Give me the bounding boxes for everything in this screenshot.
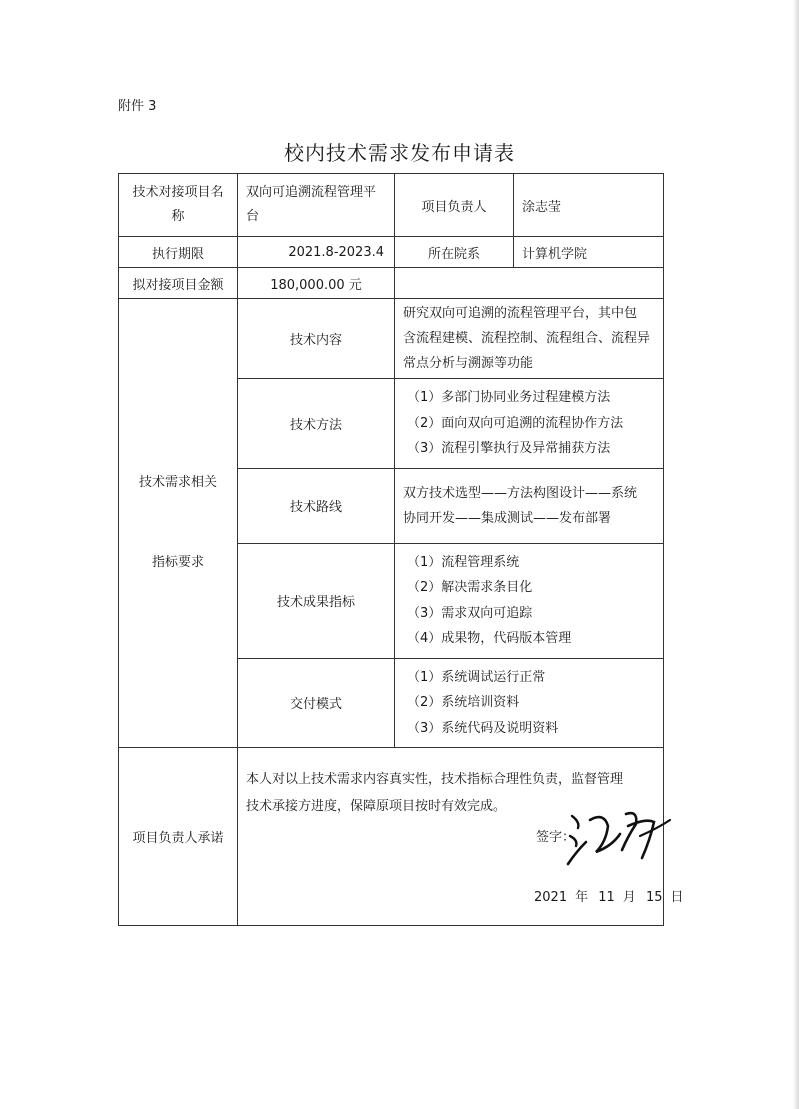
delivery-label: 交付模式: [238, 658, 395, 748]
department-value: 计算机学院: [514, 237, 664, 268]
project-leader-value: 涂志莹: [514, 174, 664, 237]
tech-route-value: 双方技术选型——方法构图设计——系统 协同开发——集成测试——发布部署: [395, 468, 664, 543]
list-item: （3）需求双向可追踪: [407, 605, 533, 621]
application-form-table: [118, 173, 684, 926]
project-name-label: 技术对接项目名 称: [119, 174, 238, 237]
period-label: 执行期限: [119, 237, 238, 268]
date-year-unit: 年: [575, 890, 589, 905]
tech-result-label: 技术成果指标: [238, 543, 395, 658]
tech-method-list: [395, 379, 664, 469]
tech-content-label: 技术内容: [238, 299, 395, 379]
page-title: 校内技术需求发布申请表: [284, 141, 515, 165]
requirements-side-label: 技术需求相关 指标要求: [119, 299, 238, 748]
commitment-text: 本人对以上技术需求内容真实性，技术指标合理性负责，监督管理 技术承接方进度，保障原项目按时有效完成。: [246, 772, 624, 814]
list-item: （3）系统代码及说明资料: [407, 720, 559, 736]
amount-value: 180,000.00 元: [238, 268, 395, 299]
tech-route-label: 技术路线: [238, 468, 395, 543]
list-item: （1）流程管理系统: [407, 554, 520, 570]
scan-edge: [793, 0, 799, 1109]
amount-label: 拟对接项目金额: [119, 268, 238, 299]
tech-result-list: [395, 543, 664, 658]
list-item: （1）系统调试运行正常: [407, 669, 546, 685]
list-item: （4）成果物，代码版本管理: [407, 631, 572, 646]
delivery-list: [395, 658, 664, 748]
amount-row: [119, 268, 664, 299]
date-year: 2021: [534, 890, 568, 905]
department-label: 所在院系: [395, 237, 514, 268]
commitment-date: [528, 886, 684, 905]
project-leader-label: 项目负责人: [395, 174, 514, 237]
handwritten-signature: [566, 806, 676, 866]
amount-empty-cell: [395, 268, 664, 299]
period-row: [119, 237, 664, 268]
list-item: （3）流程引擎执行及异常捕获方法: [407, 441, 611, 456]
period-value: 2021.8-2023.4: [238, 237, 395, 268]
date-month: 11: [598, 890, 615, 905]
project-name-row: [119, 174, 664, 237]
list-item: （1）多部门协同业务过程建模方法: [407, 390, 611, 405]
list-item: （2）面向双向可追溯的流程协作方法: [407, 415, 624, 431]
commitment-cell: [238, 748, 684, 926]
list-item: （2）系统培训资料: [407, 695, 520, 710]
tech-content-value: 研究双向可追溯的流程管理平台，其中包 含流程建模、流程控制、流程组合、流程异 常点分析与溯源等功能: [395, 299, 664, 379]
date-month-unit: 月: [622, 890, 636, 905]
date-day-unit: 日: [670, 890, 684, 905]
signature-label: 签字：: [536, 830, 576, 845]
commitment-row: [119, 748, 664, 926]
commitment-label: 项目负责人承诺: [119, 748, 238, 926]
attachment-label: 附件 3: [118, 99, 157, 114]
list-item: （2）解决需求条目化: [407, 580, 533, 595]
date-day: 15: [645, 890, 663, 905]
tech-content-row: [119, 299, 664, 379]
project-name-value: 双向可追溯流程管理平 台: [238, 174, 395, 237]
tech-method-label: 技术方法: [238, 379, 395, 469]
